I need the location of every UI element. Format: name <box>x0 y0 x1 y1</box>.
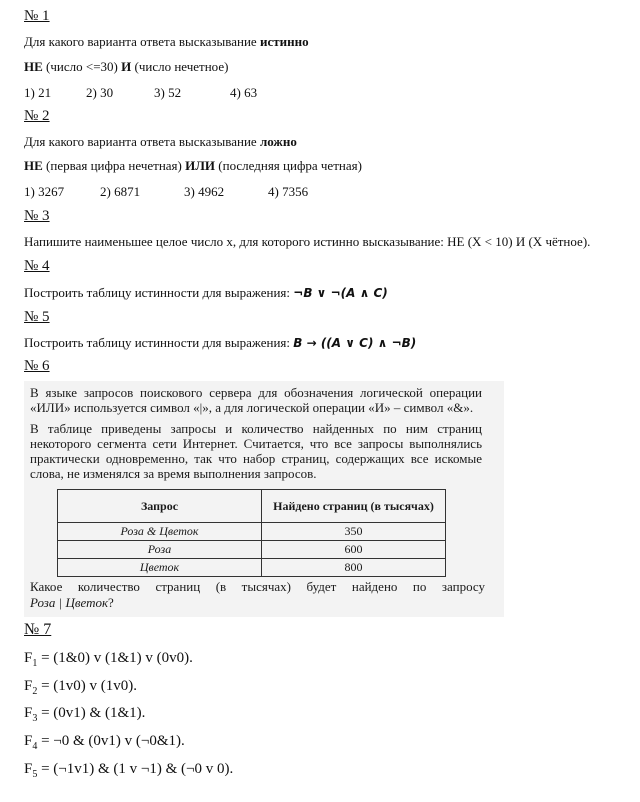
task-2-question-keyword: ложно <box>259 134 297 149</box>
task-6-question-end: ? <box>108 595 114 610</box>
task-1-number: № 1 <box>24 8 50 24</box>
task-1-cond-part2: (число нечетное) <box>131 59 229 74</box>
formula-subscript: 4 <box>32 741 38 752</box>
task-2-condition <box>24 158 362 174</box>
task-1-and: И <box>121 59 132 74</box>
formula-expression: = (1&0) v (1&1) v (0v0). <box>37 650 193 666</box>
formula-subscript: 3 <box>32 713 38 724</box>
task-6-question: Какое количество страниц (в тысячах) будет найдено по запросу <box>30 579 485 594</box>
task-1-condition <box>24 59 228 75</box>
task-2-or: ИЛИ <box>185 158 216 173</box>
formula-name: F <box>24 761 33 777</box>
formula-subscript: 2 <box>32 686 38 697</box>
task-2-cond-part2: (последняя цифра четная) <box>215 158 362 173</box>
task-2-option-4: 4) 7356 <box>268 184 309 199</box>
task-3-number: № 3 <box>24 208 50 224</box>
table-cell-count: 800 <box>262 559 446 577</box>
formula-f1 <box>24 650 193 669</box>
task-1-option-3: 3) 52 <box>154 85 182 100</box>
task-1-option-2: 2) 30 <box>86 85 114 100</box>
task-2-option-1: 1) 3267 <box>24 184 65 199</box>
table-row <box>58 559 446 577</box>
task-4-number: № 4 <box>24 258 50 274</box>
task-4-text: Построить таблицу истинности для выражения: <box>24 285 294 300</box>
task-2-cond-part1: (первая цифра нечетная) <box>42 158 186 173</box>
formula-expression: = ¬0 & (0v1) v (¬0&1). <box>37 733 185 749</box>
task-2-question-text: Для какого варианта ответа высказывание <box>24 134 260 149</box>
task-1-question <box>24 34 309 50</box>
task-6-number: № 6 <box>24 358 50 374</box>
task-1-question-text: Для какого варианта ответа высказывание <box>24 34 260 49</box>
task-6-question-query-line <box>30 595 482 610</box>
task-4-line <box>24 285 388 301</box>
task-6-paragraph-1: В языке запросов поискового сервера для обозначения логической операции «ИЛИ» используется символ «|», а для логической операции «И» – символ «&». <box>30 385 482 415</box>
formula-f3 <box>24 705 145 724</box>
formula-expression: = (1v0) v (1v0). <box>37 678 138 694</box>
formula-subscript: 5 <box>32 769 38 780</box>
table-cell-count: 600 <box>262 541 446 559</box>
formula-name: F <box>24 678 33 694</box>
task-6-table <box>57 489 446 577</box>
task-1-cond-part1: (число <=30) <box>42 59 122 74</box>
task-4-expression: ¬B ∨ ¬(A ∧ C) <box>293 286 388 300</box>
formula-expression: = (¬1v1) & (1 v ¬1) & (¬0 v 0). <box>37 761 234 777</box>
task-5-number: № 5 <box>24 309 50 325</box>
task-2-option-3: 3) 4962 <box>184 184 225 199</box>
task-1-not: НЕ <box>24 59 43 74</box>
task-6-query: Роза | Цветок <box>30 595 109 610</box>
table-row <box>58 523 446 541</box>
task-1-question-keyword: истинно <box>259 34 309 49</box>
task-2-question <box>24 134 297 150</box>
task-2-not: НЕ <box>24 158 43 173</box>
table-cell-query: Роза & Цветок <box>58 523 262 541</box>
table-row <box>58 541 446 559</box>
table-header-query: Запрос <box>58 490 262 523</box>
formula-name: F <box>24 650 33 666</box>
formula-f2 <box>24 678 137 697</box>
task-2-number: № 2 <box>24 108 50 124</box>
task-5-expression: B → ((A ∨ C) ∧ ¬B) <box>293 336 417 350</box>
task-2-option-2: 2) 6871 <box>100 184 141 199</box>
task-7-number: № 7 <box>24 621 52 638</box>
table-header-row <box>58 490 446 523</box>
task-6-paragraph-2: В таблице приведены запросы и количество найденных по ним страниц некоторого сегмента сети Интернет. Считается, что все запросы выполнялись практически одновременно, так что набор страниц, содержащих все искомые слова, не изменялся за время выполнения запросов. <box>30 421 482 481</box>
table-cell-query: Цветок <box>58 559 262 577</box>
table-header-count: Найдено страниц (в тысячах) <box>262 490 446 523</box>
formula-name: F <box>24 705 33 721</box>
formula-expression: = (0v1) & (1&1). <box>37 705 146 721</box>
task-5-line <box>24 335 416 351</box>
table-cell-count: 350 <box>262 523 446 541</box>
task-1-option-1: 1) 21 <box>24 85 52 100</box>
formula-subscript: 1 <box>32 658 38 669</box>
formula-name: F <box>24 733 33 749</box>
task-1-option-4: 4) 63 <box>230 85 258 100</box>
table-cell-query: Роза <box>58 541 262 559</box>
task-5-text: Построить таблицу истинности для выражения: <box>24 335 294 350</box>
formula-f5 <box>24 761 233 780</box>
task-3-text: Напишите наименьшее целое число x, для которого истинно высказывание: НЕ (X < 10) И (X чётное). <box>24 234 591 249</box>
formula-f4 <box>24 733 185 752</box>
